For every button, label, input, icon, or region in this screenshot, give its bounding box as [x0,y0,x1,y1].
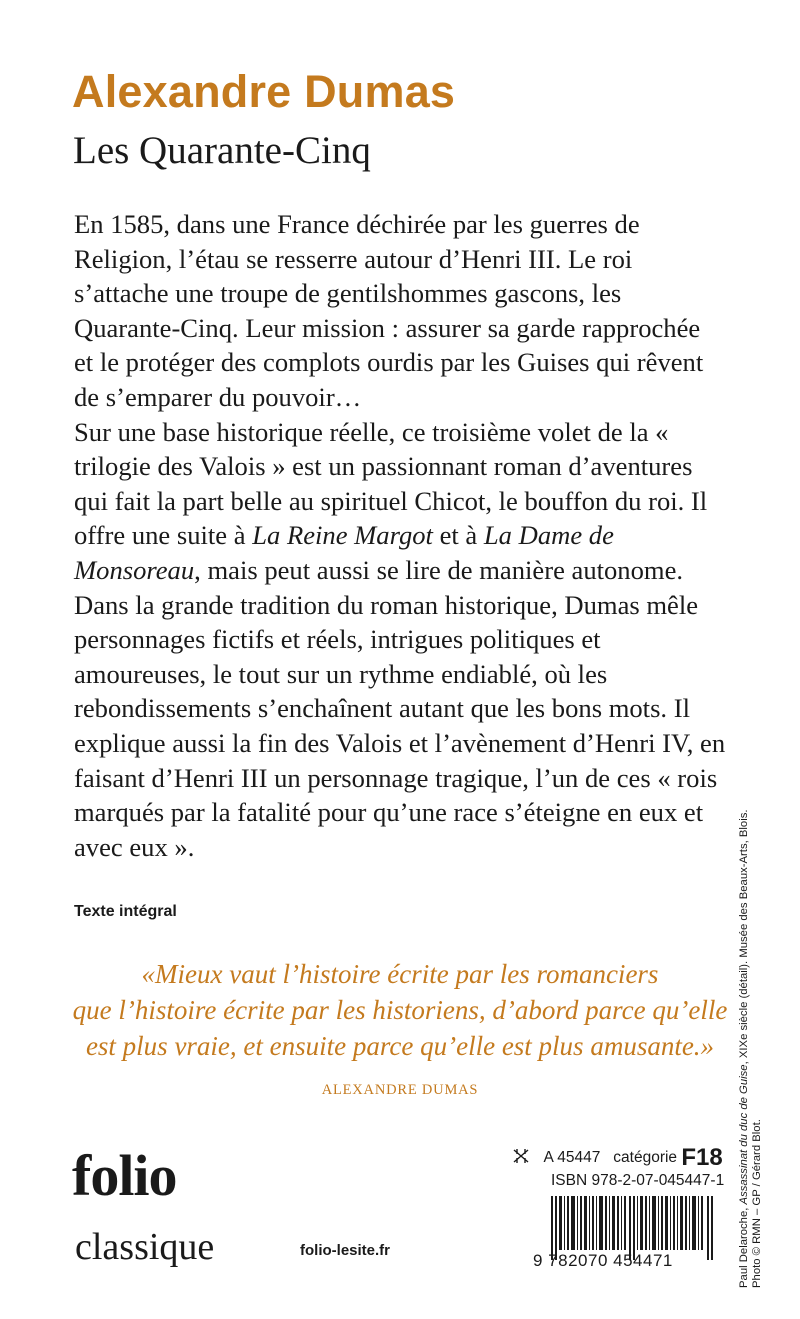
blurb-paragraph-1: En 1585, dans une France déchirée par les guerres de Religion, l’étau se resserre autour d’Henri III. Le roi s’attache une troupe de gentilshommes gascons, les Quarante-Cinq. Leur mission : assurer sa garde rapprochée et le protéger des complots ourdis par les Guises qui rêvent de s’emparer du pouvoir… [74,209,704,412]
isbn: ISBN 978-2-07-045447-1 [551,1172,725,1189]
author-name: Alexandre Dumas [72,66,456,117]
credit-line-1: Paul Delaroche, Assassinat du duc de Guise, XIXe siècle (détail). Musée des Beaux-Arts, Blois. [738,809,750,1288]
category-code: F18 [681,1144,723,1171]
quote-attribution: ALEXANDRE DUMAS [321,1082,479,1098]
credit-line-2: Photo © RMN – GP / Gérard Blot. [751,1119,763,1288]
quote-line: «Mieux vaut l’histoire écrite par les romanciers [141,959,659,989]
cited-title-reine-margot: La Reine Margot [252,520,433,551]
blurb-paragraph-2 [74,415,726,865]
blurb-text: et à [432,520,484,551]
pull-quote [40,956,760,1064]
back-cover-blurb [74,207,726,864]
publisher-website: folio-lesite.fr [300,1242,391,1259]
quote-line: est plus vraie, et ensuite parce qu’elle est plus amusante.» [85,1031,715,1061]
book-title: Les Quarante-Cinq [73,129,371,172]
product-code: A 45447 [543,1149,601,1166]
quote-line: que l’histoire écrite par les historiens, d’abord parce qu’elle [72,995,728,1025]
category-label: catégorie [613,1149,678,1166]
barcode-digits: 9 782070 454471 [533,1251,673,1270]
folio-emblem-icon [512,1147,530,1165]
texte-integral-label: Texte intégral [74,903,177,920]
product-codes [512,1144,723,1172]
blurb-text: , mais peut aussi se lire de manière autonome. Dans la grande tradition du roman historique, Dumas mêle personnages fictifs et réels, intrigues politiques et amoureuses, le tout sur un rythme endiablé, où les rebondissements s’enchaînent autant que les bons mots. Il explique aussi la fin des Valois et l’avènement d’Henri IV, en faisant d’Henri III un personnage tragique, l’un de ces « rois marqués par la fatalité pour qu’une race s’éteigne en eux et avec eux ». [74,554,726,862]
folio-collection-name: classique [75,1226,215,1268]
blurb-text: Sur une base historique réelle, ce troisième volet de la « trilogie des Valois » est un passionnant roman d’aventures qui fait la part belle au spirituel Chicot, le bouffon du roi. Il offre une suite à [74,416,708,551]
image-credit [738,688,764,1288]
folio-logo-wordmark: folio [72,1143,177,1208]
cited-title-dame-de-monsoreau: La Dame de Monsoreau [74,520,614,585]
